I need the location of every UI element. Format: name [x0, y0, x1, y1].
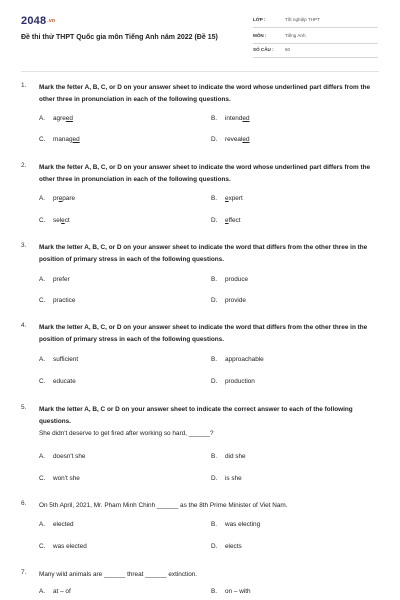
option-letter: A.: [39, 588, 46, 595]
question-instruction: Mark the fetter A, B, C, or D on your answer sheet to indicate the word whose underlined part differs from the other three in pronunciation in each of the following questions.: [39, 84, 371, 103]
option-letter: C.: [39, 136, 46, 143]
meta-class: [253, 14, 378, 28]
option-b: [211, 356, 264, 363]
option-letter: C.: [39, 297, 46, 304]
question-instruction: On 5th April, 2021, Mr. Pham Minh Chinh ______ as the 8th Prime Minister of Viet Nam.: [39, 502, 288, 509]
meta-subject: [253, 30, 378, 44]
option-text-underlined: e: [225, 217, 229, 224]
option-d: [211, 297, 246, 304]
option-text: is she: [225, 475, 242, 482]
option-letter: C.: [39, 378, 46, 385]
option-text-post: xpert: [228, 195, 243, 202]
meta-count-key: SỐ CÂU :: [253, 47, 274, 52]
option-text: produce: [225, 276, 249, 283]
option-letter: B.: [211, 588, 218, 595]
option-text: approachable: [225, 356, 264, 363]
option-letter: D.: [211, 475, 218, 482]
page-header: [0, 0, 400, 70]
page-title: Đề thi thử THPT Quốc gia môn Tiếng Anh năm 2022 (Đề 15): [21, 34, 218, 41]
site-logo[interactable]: [21, 15, 55, 27]
option-text-post: ct: [64, 217, 70, 224]
option-letter: D.: [211, 136, 218, 143]
logo-suffix: .vn: [47, 18, 56, 25]
option-letter: A.: [39, 276, 46, 283]
option-text-underlined: ed: [65, 115, 73, 122]
option-letter: B.: [211, 453, 218, 460]
meta-count-value: 50: [285, 47, 291, 52]
option-letter: D.: [211, 378, 218, 385]
question-instruction: Mark the letter A, B, C, or D on your answer sheet to indicate the word that differs from the other three in the position of primary stress in each of the following questions.: [39, 324, 368, 343]
option-c: [39, 297, 75, 304]
option-text: practice: [53, 297, 76, 304]
option-d: [211, 543, 242, 550]
question-number: 3.: [21, 242, 27, 249]
option-letter: A.: [39, 521, 46, 528]
option-c: [39, 217, 70, 224]
meta-class-value[interactable]: Tốt nghiệp THPT: [285, 17, 320, 22]
option-letter: B.: [211, 276, 218, 283]
question-instruction: Mark the letter A, B, C, or D on your answer sheet to indicate the word that differs from the other three in the position of primary stress in each of the following questions.: [39, 244, 368, 263]
option-letter: D.: [211, 297, 218, 304]
meta-class-key: LỚP :: [253, 17, 266, 22]
option-text-underlined: e: [58, 195, 63, 202]
option-c: [39, 475, 80, 482]
question-number: 1.: [21, 82, 27, 89]
option-c: [39, 543, 87, 550]
header-divider: [21, 71, 379, 72]
option-letter: C.: [39, 475, 46, 482]
option-text: on – with: [225, 588, 251, 595]
option-letter: B.: [211, 195, 218, 202]
option-text: was elected: [53, 543, 87, 550]
option-letter: B.: [211, 115, 218, 122]
option-c: [39, 136, 80, 143]
option-letter: A.: [39, 115, 46, 122]
option-d: [211, 475, 242, 482]
option-a: [39, 356, 78, 363]
option-text-underlined: ed: [242, 136, 250, 143]
option-text-pre: sel: [53, 217, 62, 224]
question-number: 2.: [21, 162, 27, 169]
question-number: 7.: [21, 569, 27, 576]
question-stem: She didn't deserve to get fired after working so hard, ______?: [39, 430, 214, 437]
option-text-underlined: ed: [242, 115, 250, 122]
option-letter: D.: [211, 543, 218, 550]
question-instruction: Many wild animals are ______ threat ______ extinction.: [39, 571, 198, 578]
option-letter: C.: [39, 543, 46, 550]
option-text-post: pare: [62, 195, 76, 202]
option-c: [39, 378, 76, 385]
option-text: at – of: [53, 588, 71, 595]
meta-count: [253, 44, 378, 58]
option-text-pre: manag: [53, 136, 73, 143]
option-text-underlined: e: [225, 195, 229, 202]
option-text: won't she: [53, 475, 80, 482]
meta-subject-value[interactable]: Tiếng Anh: [285, 33, 306, 38]
option-text-pre: agre: [53, 115, 66, 122]
option-text: production: [225, 378, 255, 385]
option-letter: B.: [211, 521, 218, 528]
option-b: [211, 276, 248, 283]
question-instruction: Mark the fetter A, B, C, or D on your answer sheet to indicate the word whose underlined part differs from the other three in pronunciation in each of the following questions.: [39, 164, 371, 183]
option-text: doesn't she: [53, 453, 86, 460]
option-text: sufficient: [53, 356, 79, 363]
option-letter: D.: [211, 217, 218, 224]
option-b: [211, 588, 251, 595]
option-b: [211, 115, 250, 122]
meta-subject-key: MÔN :: [253, 33, 267, 38]
option-b: [211, 521, 260, 528]
option-d: [211, 378, 255, 385]
option-d: [211, 217, 241, 224]
option-letter: B.: [211, 356, 218, 363]
option-text: educate: [53, 378, 76, 385]
option-text-underlined: e: [61, 217, 65, 224]
option-letter: A.: [39, 453, 46, 460]
option-b: [211, 453, 246, 460]
option-text-post: ffect: [228, 217, 241, 224]
option-a: [39, 276, 70, 283]
logo-text: 2048: [21, 15, 47, 27]
option-d: [211, 136, 250, 143]
option-a: [39, 115, 73, 122]
option-letter: A.: [39, 195, 46, 202]
option-text: provide: [225, 297, 246, 304]
option-text-pre: reveal: [225, 136, 243, 143]
question-number: 5.: [21, 404, 27, 411]
option-text-pre: pr: [53, 195, 59, 202]
option-letter: C.: [39, 217, 46, 224]
option-a: [39, 521, 74, 528]
question-number: 6.: [21, 500, 27, 507]
option-text-pre: intend: [225, 115, 243, 122]
option-text: prefer: [53, 276, 70, 283]
option-text: was electing: [225, 521, 261, 528]
option-a: [39, 588, 71, 595]
option-text: did she: [225, 453, 246, 460]
question-number: 4.: [21, 322, 27, 329]
option-a: [39, 195, 75, 202]
option-b: [211, 195, 243, 202]
question-instruction: Mark the letter A, B, C or D on your answer sheet to indicate the correct answer to each of the following questions.: [39, 406, 353, 425]
option-text: elects: [225, 543, 242, 550]
option-text: elected: [53, 521, 74, 528]
option-letter: A.: [39, 356, 46, 363]
option-a: [39, 453, 86, 460]
option-text-underlined: ed: [72, 136, 80, 143]
